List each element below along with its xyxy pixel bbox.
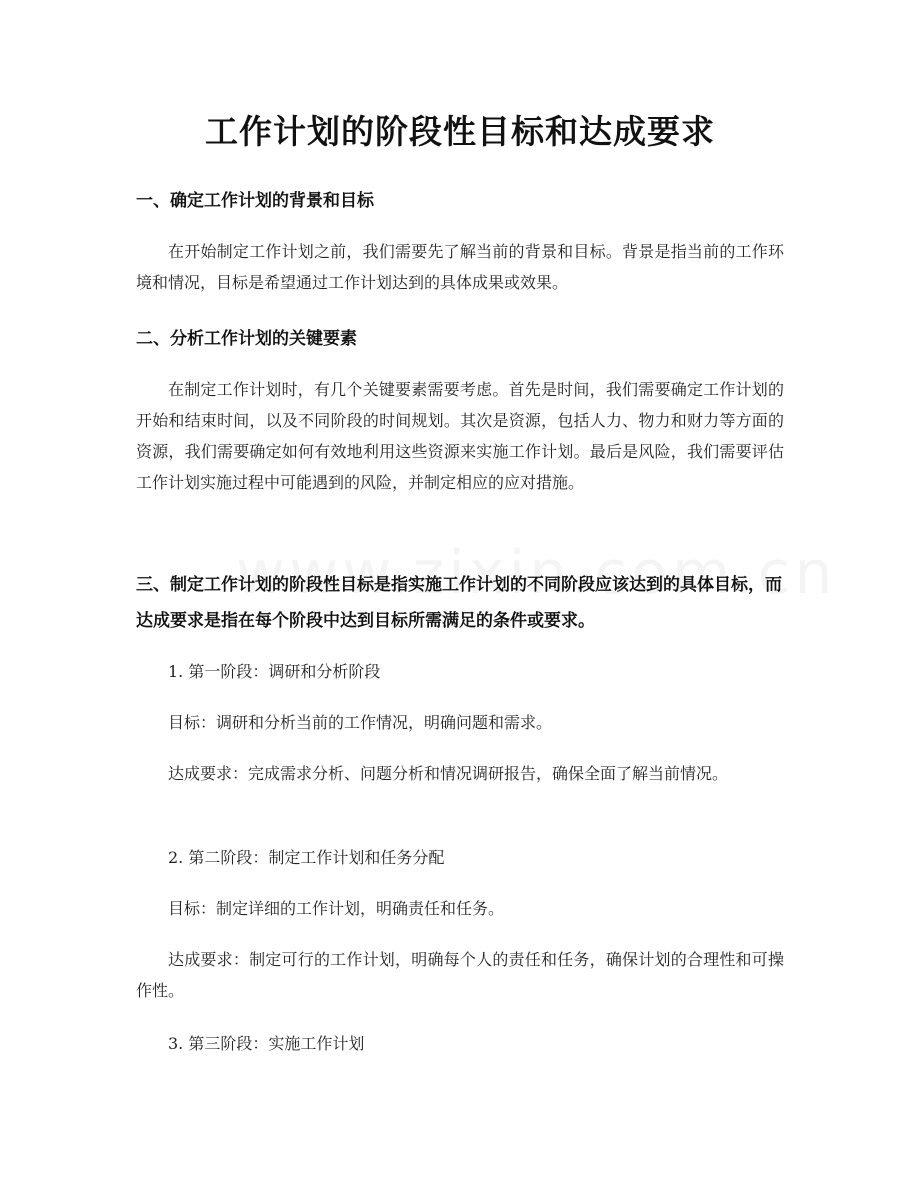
section-2-paragraph: 在制定工作计划时，有几个关键要素需要考虑。首先是时间，我们需要确定工作计划的开始和结束时间，以及不同阶段的时间规划。其次是资源，包括人力、物力和财力等方面的资源，我们需要确定如何有效地利用这些资源来实施工作计划。最后是风险，我们需要评估工作计划实施过程中可能遇到的风险，并制定相应的应对措施。 [136, 380, 784, 492]
stage-1-requirement: 达成要求：完成需求分析、问题分析和情况调研报告，确保全面了解当前情况。 [168, 764, 729, 783]
section-1-heading: 一、确定工作计划的背景和目标 [136, 191, 374, 211]
section-2-heading: 二、分析工作计划的关键要素 [136, 329, 357, 349]
document-title: 工作计划的阶段性目标和达成要求 [205, 112, 715, 151]
stage-2-requirement: 达成要求：制定可行的工作计划，明确每个人的责任和任务，确保计划的合理性和可操作性。 [136, 950, 784, 1000]
stage-2-title: 2. 第二阶段：制定工作计划和任务分配 [168, 848, 445, 867]
stage-2-goal: 目标：制定详细的工作计划，明确责任和任务。 [168, 899, 505, 918]
stage-1-goal: 目标：调研和分析当前的工作情况，明确问题和需求。 [168, 713, 553, 732]
stage-3-title: 3. 第三阶段：实施工作计划 [168, 1034, 365, 1053]
stage-1-title: 1. 第一阶段：调研和分析阶段 [168, 662, 381, 681]
section-3-heading: 三、制定工作计划的阶段性目标是指实施工作计划的不同阶段应该达到的具体目标，而达成要求是指在每个阶段中达到目标所需满足的条件或要求。 [136, 575, 782, 631]
section-1-paragraph: 在开始制定工作计划之前，我们需要先了解当前的背景和目标。背景是指当前的工作环境和情况，目标是希望通过工作计划达到的具体成果或效果。 [136, 242, 784, 292]
